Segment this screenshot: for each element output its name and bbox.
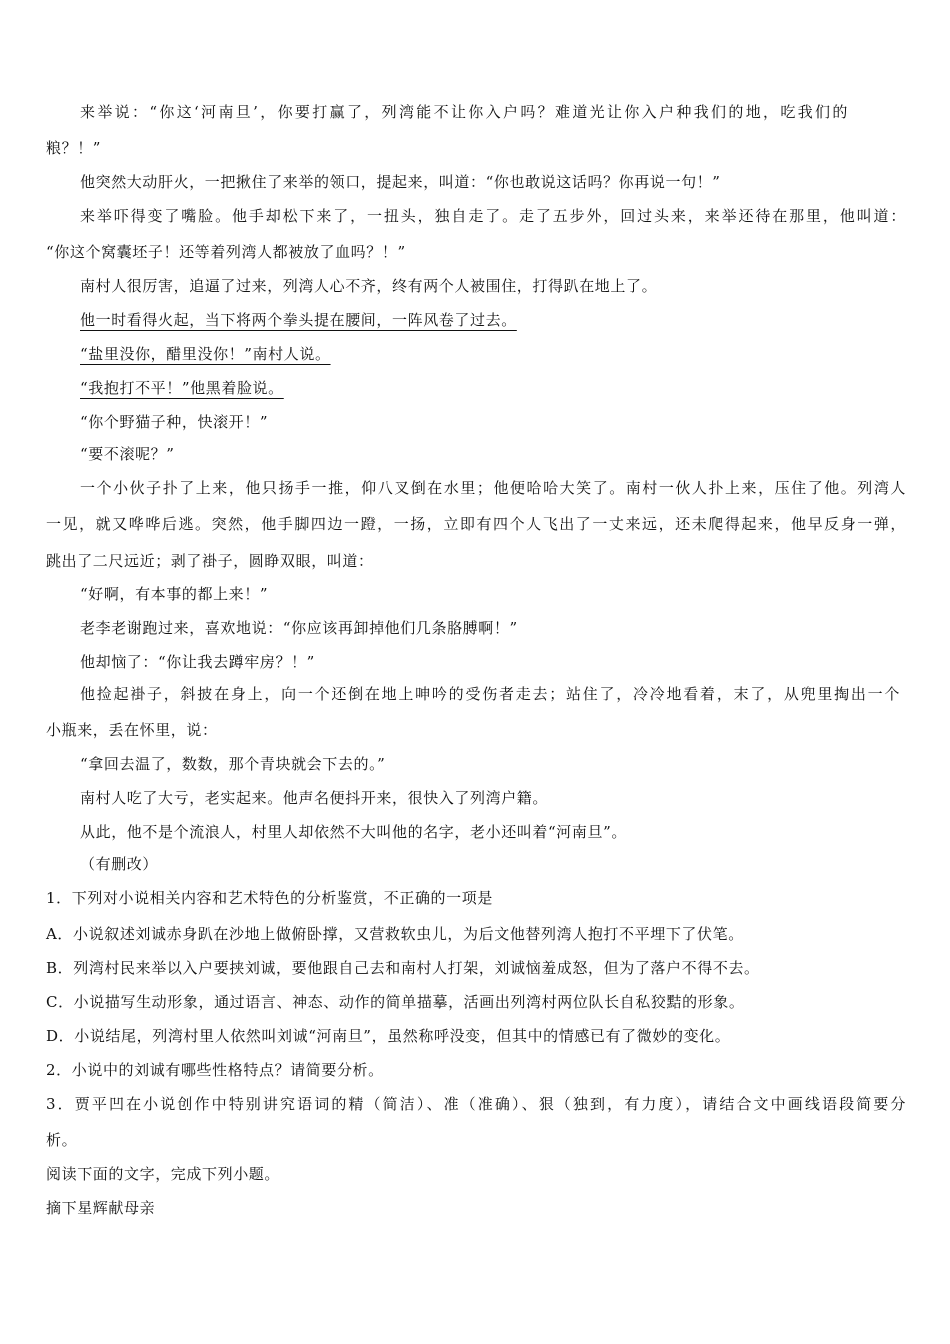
passage-line: 他却恼了：“你让我去蹲牢房？！” xyxy=(80,653,315,671)
question-1-stem: 1．下列对小说相关内容和艺术特色的分析鉴赏，不正确的一项是 xyxy=(46,889,493,907)
question-1-option-d: D．小说结尾，列湾村里人依然叫刘诚“河南旦”，虽然称呼没变，但其中的情感已有了微妙的变化。 xyxy=(46,1027,731,1045)
passage-line: 从此，他不是个流浪人，村里人却依然不大叫他的名字，老小还叫着“河南旦”。 xyxy=(80,823,627,841)
question-1-option-c: C．小说描写生动形象，通过语言、神态、动作的简单描摹，活画出列湾村两位队长自私狡黠的形象。 xyxy=(46,993,745,1011)
passage-line: 跳出了二尺远近；剥了褂子，圆睁双眼，叫道： xyxy=(46,552,374,570)
passage-line: 南村人很厉害，追逼了过来，列湾人心不齐，终有两个人被围住，打得趴在地上了。 xyxy=(80,277,658,295)
passage-line: “你这个窝囊坯子！还等着列湾人都被放了血吗？！” xyxy=(46,243,406,261)
reading-instruction: 阅读下面的文字，完成下列小题。 xyxy=(46,1165,281,1183)
next-passage-title: 摘下星辉献母亲 xyxy=(46,1199,156,1217)
question-1-option-b: B．列湾村民来举以入户要挟刘诚，要他跟自己去和南村人打架，刘诚恼羞成怒，但为了落户不得不去。 xyxy=(46,959,760,977)
passage-line: 一个小伙子扑了上来，他只扬手一推，仰八叉倒在水里；他便哈哈大笑了。南村一伙人扑上来，压住了他。列湾人 xyxy=(80,479,906,497)
question-1-option-a: A．小说叙述刘诚赤身趴在沙地上做俯卧撑，又营救软虫儿，为后文他替列湾人抱打不平埋下了伏笔。 xyxy=(46,925,744,943)
passage-line: 南村人吃了大亏，老实起来。他声名便抖开来，很快入了列湾户籍。 xyxy=(80,789,549,807)
passage-line: 来举吓得变了嘴脸。他手却松下来了，一扭头，独自走了。走了五步外，回过头来，来举还待在那里，他叫道： xyxy=(80,207,906,225)
passage-line: “你个野猫子种，快滚开！” xyxy=(80,413,269,431)
underlined-passage-line: “我抱打不平！”他黑着脸说。 xyxy=(80,379,284,397)
source-note: （有删改） xyxy=(80,855,159,873)
passage-line: “拿回去温了，数数，那个青块就会下去的。” xyxy=(80,755,386,773)
underlined-passage-line: 他一时看得火起，当下将两个拳头提在腰间，一阵风卷了过去。 xyxy=(80,311,517,329)
passage-line: “要不滚呢？” xyxy=(80,445,175,463)
passage-line: 来举说：“你这‘河南旦’，你要打赢了，列湾能不让你入户吗？难道光让你入户种我们的地，吃我们的 xyxy=(80,103,848,121)
underlined-passage-line: “盐里没你，醋里没你！”南村人说。 xyxy=(80,345,331,363)
passage-line: 一见，就又哗哗后逃。突然，他手脚四边一蹬，一扬，立即有四个人飞出了一丈来远，还未爬得起来，他早反身一弹， xyxy=(46,515,906,533)
question-2: 2．小说中的刘诚有哪些性格特点？请简要分析。 xyxy=(46,1061,384,1079)
passage-line: 小瓶来，丢在怀里，说： xyxy=(46,721,218,739)
passage-line: “好啊，有本事的都上来！” xyxy=(80,585,269,603)
question-3-line-2: 析。 xyxy=(46,1131,78,1149)
question-3-line-1: 3．贾平凹在小说创作中特别讲究语词的精（简洁）、准（准确）、狠（独到，有力度），请结合文中画线语段简要分 xyxy=(46,1095,906,1113)
passage-line: 老李老谢跑过来，喜欢地说：“你应该再卸掉他们几条胳膊啊！” xyxy=(80,619,518,637)
passage-line: 他突然大动肝火，一把揪住了来举的领口，提起来，叫道：“你也敢说这话吗？你再说一句！” xyxy=(80,173,721,191)
passage-line: 粮？！” xyxy=(46,139,102,157)
passage-line: 他捡起褂子，斜披在身上，向一个还倒在地上呻吟的受伤者走去；站住了，冷冷地看着，末了，从兜里掏出一个 xyxy=(80,685,900,703)
